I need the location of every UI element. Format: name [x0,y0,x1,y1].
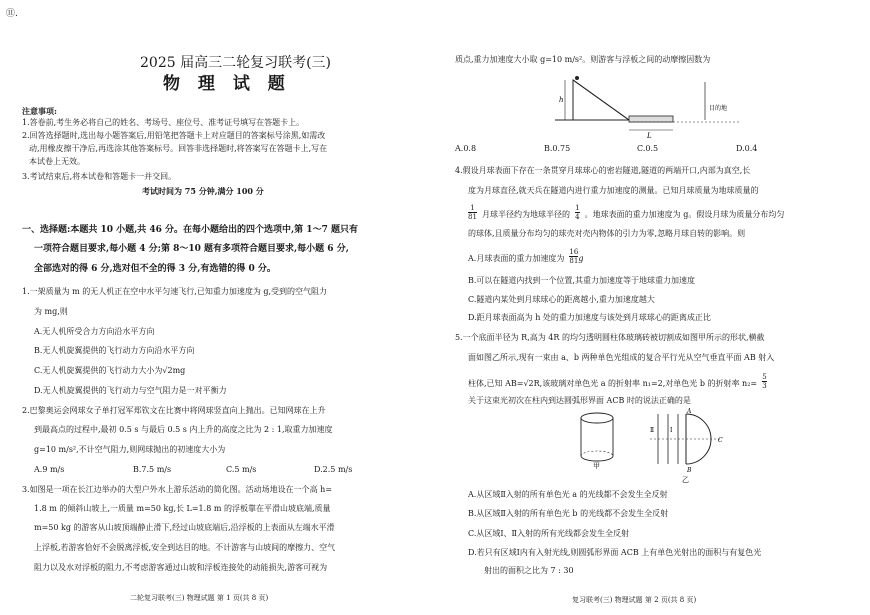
label-A: A [687,408,692,415]
q1-option-a: A.无人机所受合力方向沿水平方向 [34,327,155,336]
fraction-1-4: $\frac{1}{4}$ [575,204,580,221]
q5-option-d-cont: 射出的面积之比为 7 : 30 [484,566,574,575]
q2-option-d: D.2.5 m/s [314,465,353,474]
q2-option-b: B.7.5 m/s [133,465,172,474]
q1-option-c: C.无人机旋翼提供的飞行动力大小为√2mg [34,366,186,375]
q2-stem: 2.巴黎奥运会网球女子单打冠军郑钦文在比赛中将网球竖直向上抛出。已知网球在上升 [22,406,326,415]
q2-stem: g=10 m/s²,不计空气阻力,则网球抛出的初速度大小为 [34,445,226,454]
q3-option-b: B.0.75 [544,144,571,153]
q1-option-b: B.无人机旋翼提供的飞行动力方向沿水平方向 [34,346,195,355]
q5-option-a: A.从区域Ⅱ入射的所有单色光 a 的光线都不会发生全反射 [468,490,668,499]
label-destination: 目的地 [709,105,728,112]
q3-option-a: A.0.8 [455,144,477,153]
note-line: 本试卷上无效。 [29,157,85,166]
label-region-1: Ⅰ [670,427,673,434]
fraction-5-3: $\frac{5}{3}$ [762,373,767,390]
label-h: h [559,96,564,104]
note-line: 3.考试结束后,将本试卷和答题卡一并交回。 [22,172,177,181]
q4-line-with-fractions: $\frac{1}{81}$ 月球半径约为地球半径的 $\frac{1}{4}$ 。地球表面的重力加速度为 g。假设月球为质量分布均匀 [468,204,785,221]
note-line: 1.答卷前,考生务必将自己的姓名、考场号、座位号、准考证号填写在答题卡上。 [22,118,305,127]
corner-mark: ⑪. [6,9,18,19]
label-yi: 乙 [682,476,689,484]
section-heading: 一、选择题:本题共 10 小题,共 46 分。在每小题给出的四个选项中,第 1～7 题只有 [22,225,358,235]
q3-option-d: D.0.4 [736,144,758,153]
q5-stem: 关于这束光初次在柱内到达圆弧形界面 ACB 时的说法正确的是 [468,396,691,405]
q4-stem: 4.假设月球表面下存在一条贯穿月球球心的密岩隧道,隧道的两端开口,内部为真空,长 [455,166,751,175]
q5-option-c: C.从区域Ⅰ、Ⅱ入射的所有光线都会发生全反射 [468,529,629,538]
fraction-16-81: $\frac{16}{81}$ [569,248,579,265]
exam-title: 2025 届高三二轮复习联考(三) [140,55,332,71]
section-heading: 一项符合题目要求,每小题 4 分;第 8～10 题有多项符合题目要求,每小题 6 分, [34,244,349,254]
q3-stem: 阻力以及水对浮板的阻力,不考虑游客通过山坡和浮板连接处的动能损失,游客可视为 [34,563,328,572]
q3-slope-figure [555,72,745,140]
note-line: 动,用橡皮擦干净后,再选涂其他答案标号。回答非选择题时,将答案写在答题卡上,写在 [29,144,328,153]
q3-continuation: 质点,重力加速度大小取 g=10 m/s²。则游客与浮板之间的动摩擦因数为 [455,55,711,64]
q5-option-d: D.若只有区域Ⅰ内有入射光线,则圆弧形界面 ACB 上有单色光射出的面积与有复色光 [468,548,762,557]
fraction-1-81: $\frac{1}{81}$ [468,204,477,221]
q2-stem: 到最高点的过程中,最初 0.5 s 与最后 0.5 s 内上升的高度之比为 2 : 1,取重力加速度 [34,425,333,434]
q4-option-c: C.隧道内某处到月球球心的距离越小,重力加速度越大 [468,295,655,304]
q4-option-b: B.可以在隧道内找到一个位置,其重力加速度等于地球重力加速度 [468,276,695,285]
q5-stem: 5.一个底面半径为 R,高为 4R 的均匀透明圆柱体玻璃砖被切割成如图甲所示的形状,横截 [455,333,765,342]
exam-subject: 物 理 试 题 [163,74,291,94]
q3-stem: m=50 kg 的游客从山坡顶端静止滑下,经过山坡底端后,沿浮板的上表面从左端水平滑 [34,523,335,532]
time-line: 考试时间为 75 分钟,满分 100 分 [142,186,264,196]
q5-figure-yi [640,408,730,484]
label-L: L [647,132,652,140]
q5-option-b: B.从区域Ⅱ入射的所有单色光 b 的光线都不会发生全反射 [468,509,669,518]
q2-option-a: A.9 m/s [34,465,65,474]
q3-stem: 3.如图是一项在长江边举办的大型户外水上游乐活动的简化图。活动场地设在一个高 h= [22,485,333,494]
notes-heading: 注意事项: [22,106,57,116]
q4-option-a: A.月球表面的重力加速度为 $\frac{16}{81}$ g [468,248,584,265]
q2-option-c: C.5 m/s [226,465,257,474]
label-region-2: Ⅱ [650,427,655,434]
footer-right: 复习联考(三) 物理试题 第 2 页(共 8 页) [572,596,697,604]
section-heading: 全部选对的得 6 分,选对但不全的得 3 分,有选错的得 0 分。 [34,264,276,274]
q1-stem: 为 mg,则 [34,307,68,316]
q4-option-d: D.距月球表面高为 h 处的重力加速度与该处到月球球心的距离成正比 [468,313,711,322]
q4-stem: 度为月球直径,就天兵在隧道内进行重力加速度的测量。已知月球质量为地球质量的 [468,186,759,195]
q4-stem: 的球体,且质量分布均匀的球壳对壳内物体的引力为零,忽略月球自转的影响。则 [468,229,746,238]
q3-option-c: C.0.5 [637,144,659,153]
q5-stem: 面如图乙所示,现有一束由 a、b 两种单色光组成的复合平行光从空气垂直平面 AB 射入 [468,353,775,362]
q5-figure-jia [575,410,623,470]
q3-stem: 1.8 m 的倾斜山坡上,一质量 m=50 kg,长 L=1.8 m 的浮板靠在平滑山坡底端,质量 [34,504,331,513]
q3-stem: 上浮板,若游客恰好不会脱离浮板,安全到达目的地。不计游客与山坡间的摩擦力、空气 [34,543,336,552]
q5-line-with-fraction: 柱体,已知 AB=√2R,该玻璃对单色光 a 的折射率 n₁=2,对单色光 b 的折射率 n₂= $\frac{5}{3}$ [468,373,767,390]
label-jia: 甲 [593,462,600,470]
q1-option-d: D.无人机旋翼提供的飞行动力与空气阻力是一对平衡力 [34,386,227,395]
label-C: C [718,437,723,444]
label-B: B [687,467,692,474]
footer-left: 二轮复习联考(三) 物理试题 第 1 页(共 8 页) [130,594,269,602]
q1-stem: 1.一架质量为 m 的无人机正在空中水平匀速飞行,已知重力加速度为 g,受到的空气阻力 [22,287,328,296]
note-line: 2.回答选择题时,选出每小题答案后,用铅笔把答题卡上对应题目的答案标号涂黑,如需改 [22,131,326,140]
